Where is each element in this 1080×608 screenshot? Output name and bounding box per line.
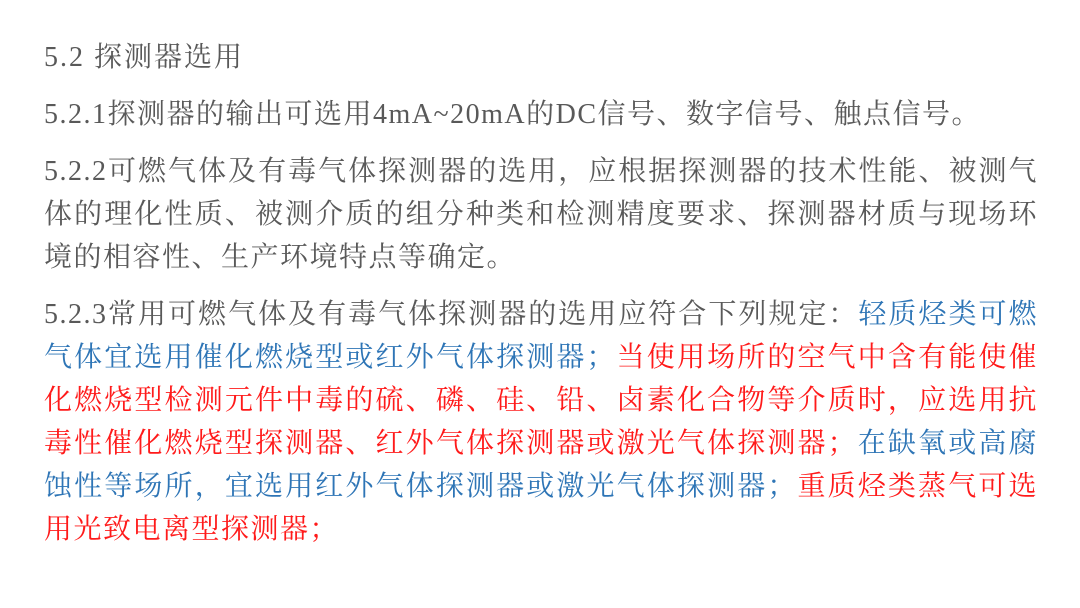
clause-5-2-3-intro: 5.2.3常用可燃气体及有毒气体探测器的选用应符合下列规定： <box>44 299 859 330</box>
paragraph-5-2-3 <box>44 293 1038 551</box>
clause-oxygen-deficient-rule: 在缺氧或高腐蚀性等场所，宜选用红外气体探测器或激光气体探测器； <box>44 428 1038 502</box>
paragraph-5-2-2: 5.2.2可燃气体及有毒气体探测器的选用，应根据探测器的技术性能、被测气体的理化性质、被测介质的组分种类和检测精度要求、探测器材质与现场环境的相容性、生产环境特点等确定。 <box>44 156 1038 273</box>
clause-heavy-hydrocarbon-rule: 重质烃类蒸气可选用光致电离型探测器； <box>44 471 1038 545</box>
clause-light-hydrocarbon-rule: 轻质烃类可燃气体宜选用催化燃烧型或红外气体探测器； <box>44 299 1038 373</box>
section-heading: 5.2 探测器选用 <box>44 42 245 73</box>
clause-poison-resistant-rule: 当使用场所的空气中含有能使催化燃烧型检测元件中毒的硫、磷、硅、铅、卤素化合物等介质时，应选用抗毒性催化燃烧型探测器、红外气体探测器或激光气体探测器； <box>44 342 1038 459</box>
paragraph-5-2-1: 5.2.1探测器的输出可选用4mA~20mA的DC信号、数字信号、触点信号。 <box>44 99 982 130</box>
